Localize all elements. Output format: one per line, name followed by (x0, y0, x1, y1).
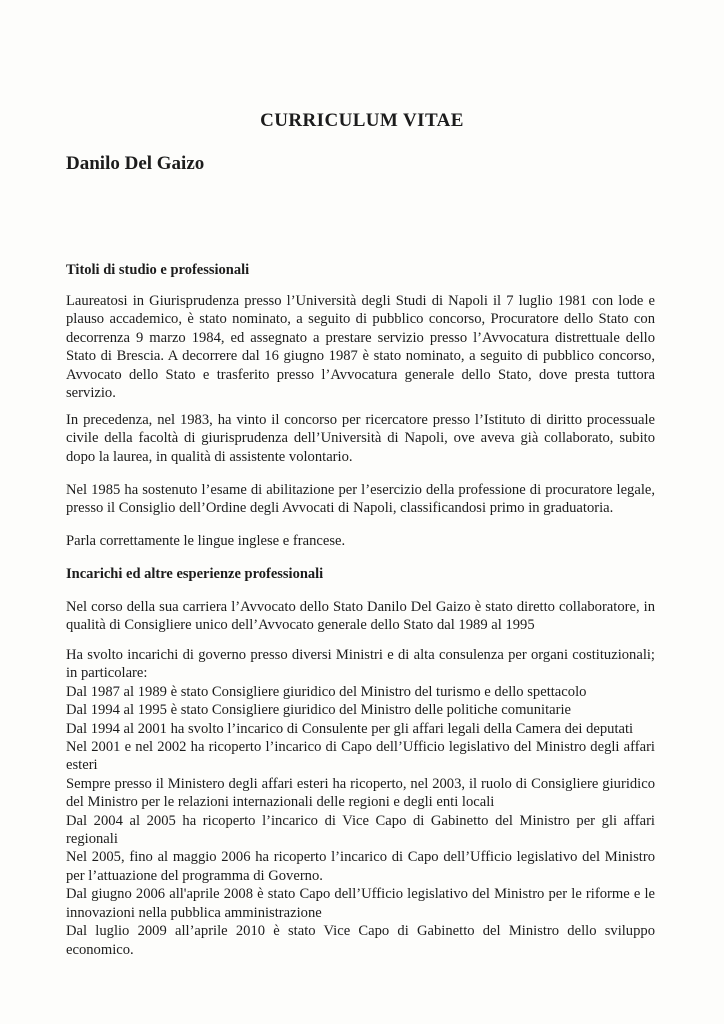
list-item: Dal luglio 2009 all’aprile 2010 è stato Vice Capo di Gabinetto del Ministro dello sviluppo economico. (66, 923, 655, 958)
paragraph-text: In precedenza, nel 1983, ha vinto il concorso per ricercatore presso l’Istituto di diritto processuale civile della facoltà di giurisprudenza dell’Università di Napoli, ove aveva già collaborato, subito dopo la laurea, in qualità di assistente volontario. (66, 412, 655, 465)
person-name: Danilo Del Gaizo (66, 153, 205, 174)
paragraph-text: Parla correttamente le lingue inglese e francese. (66, 533, 346, 549)
section-heading-experience: Incarichi ed altre esperienze professionali (66, 566, 324, 582)
document-title: CURRICULUM VITAE (260, 110, 464, 131)
list-item: Nel 2001 e nel 2002 ha ricoperto l’incarico di Capo dell’Ufficio legislativo del Ministro degli affari esteri (66, 739, 655, 774)
paragraph-researcher (66, 411, 655, 466)
experience-list (66, 646, 655, 959)
list-lead: Ha svolto incarichi di governo presso diversi Ministri e di alta consulenza per organi costituzionali; in particolare: (66, 647, 655, 682)
paragraph-text: Nel 1985 ha sostenuto l’esame di abilitazione per l’esercizio della professione di procuratore legale, presso il Consiglio dell’Ordine degli Avvocati di Napoli, classificandosi primo in graduatoria. (66, 482, 655, 517)
list-item: Dal 1994 al 2001 ha svolto l’incarico di Consulente per gli affari legali della Camera dei deputati (66, 720, 634, 737)
paragraph-text: Nel corso della sua carriera l’Avvocato dello Stato Danilo Del Gaizo è stato diretto collaboratore, in qualità di Consigliere unico dell’Avvocato generale dello Stato dal 1989 al 1995 (66, 599, 655, 634)
list-item: Nel 2005, fino al maggio 2006 ha ricoperto l’incarico di Capo dell’Ufficio legislativo del Ministro per l’attuazione del programma di Governo. (66, 849, 655, 884)
section-heading-education: Titoli di studio e professionali (66, 262, 250, 278)
list-item: Sempre presso il Ministero degli affari esteri ha ricoperto, nel 2003, il ruolo di Consigliere giuridico del Ministro per le relazioni internazionali delle regioni e degli enti locali (66, 775, 655, 811)
list-item: Dal 1994 al 1995 è stato Consigliere giuridico del Ministro delle politiche comunitarie (66, 702, 571, 719)
list-item: Dal 1987 al 1989 è stato Consigliere giuridico del Ministro del turismo e dello spettacolo (66, 683, 587, 700)
paragraph-languages (66, 532, 655, 550)
paragraph-career-intro (66, 598, 655, 635)
list-item: Dal 2004 al 2005 ha ricoperto l’incarico di Vice Capo di Gabinetto del Ministro per gli affari regionali (66, 812, 655, 848)
paragraph-bar-exam (66, 481, 655, 518)
paragraph-text: Laureatosi in Giurisprudenza presso l’Università degli Studi di Napoli il 7 luglio 1981 con lode e plauso accademico, è stato nominato, a seguito di pubblico concorso, Procuratore dello Stato con decorrenza 9 marzo 1984, ed assegnato a prestare servizio presso l’Avvocatura distrettuale dello Stato di Brescia. A decorrere dal 16 giugno 1987 è stato nominato, a seguito di pubblico concorso, Avvocato dello Stato e trasferito presso l’Avvocatura generale dello Stato, dove presta tuttora servizio. (66, 293, 655, 402)
list-item: Dal giugno 2006 all'aprile 2008 è stato Capo dell’Ufficio legislativo del Ministro per le riforme e le innovazioni nella pubblica amministrazione (66, 886, 655, 921)
paragraph-degree (66, 292, 655, 402)
